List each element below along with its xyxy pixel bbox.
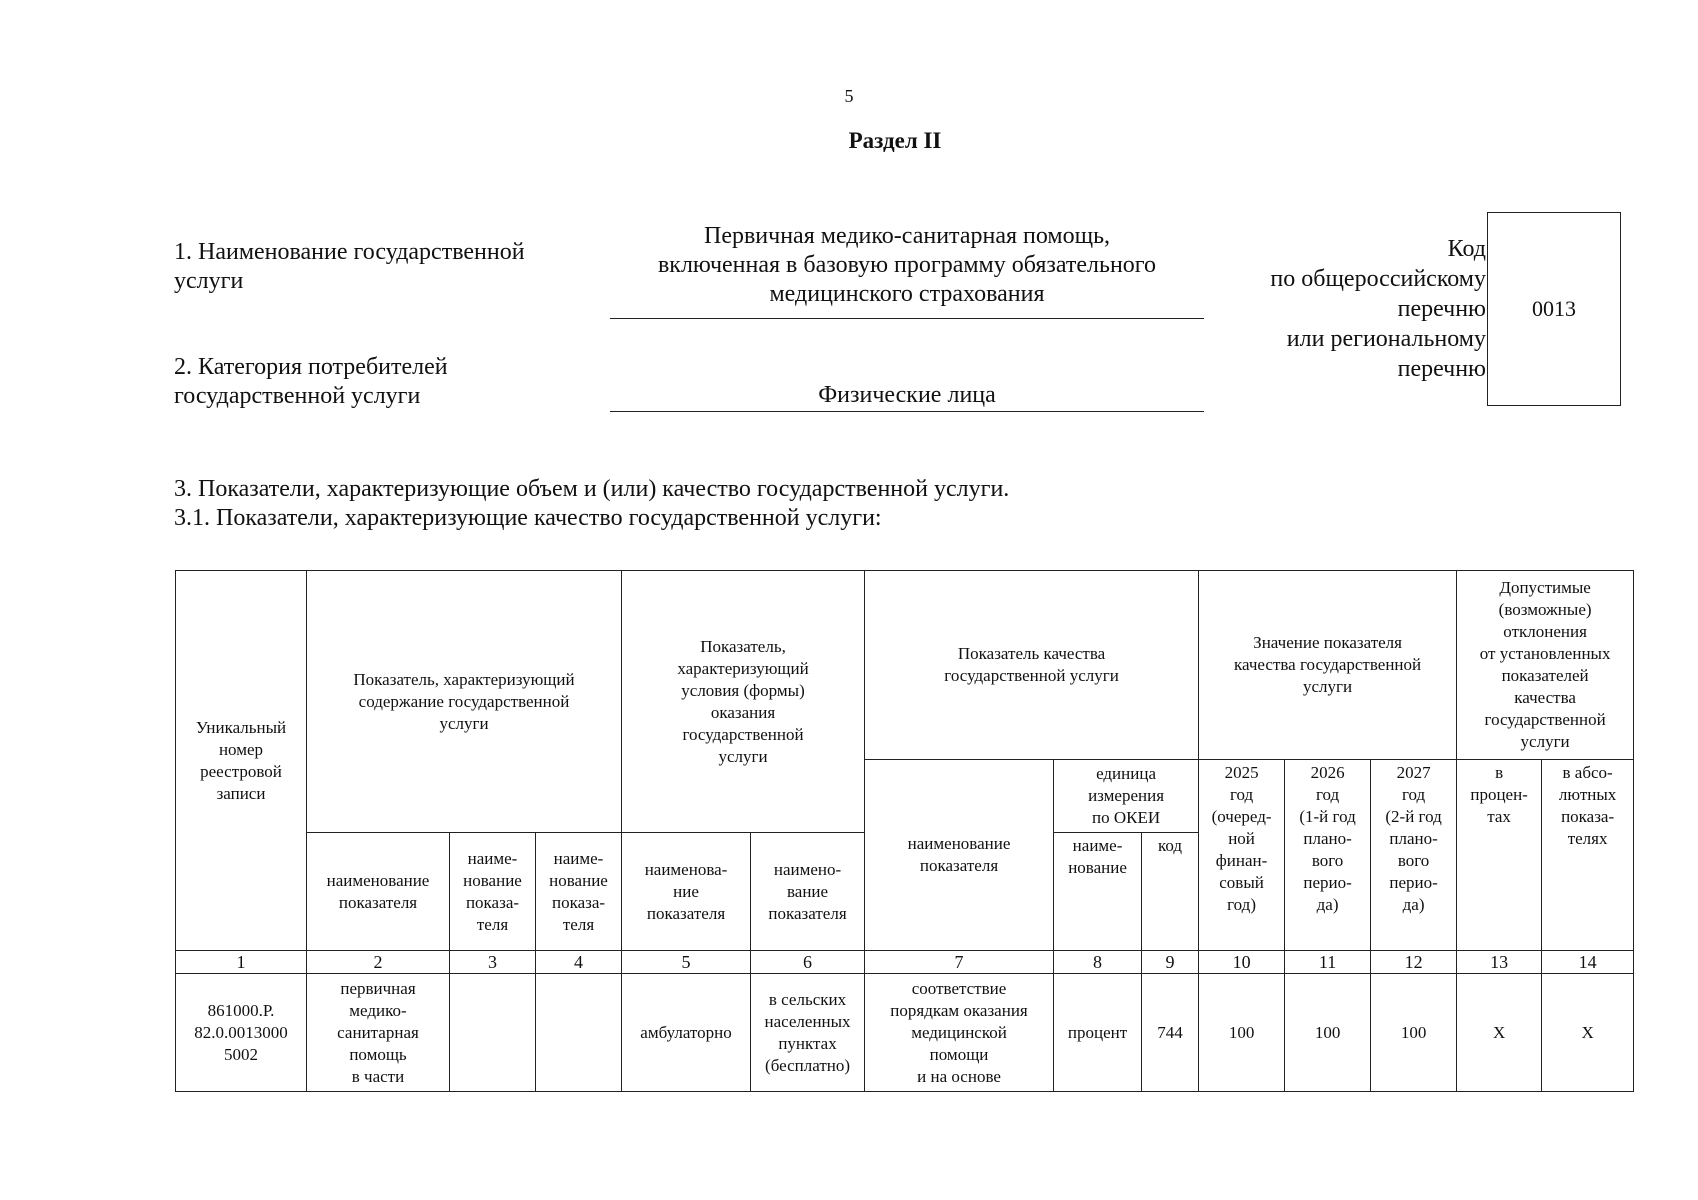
cell-value-2025: 100 xyxy=(1199,974,1285,1092)
column-number: 4 xyxy=(536,951,622,974)
header-col3-name: наиме- нование показа- теля xyxy=(450,833,536,951)
header-allowed-deviations: Допустимые (возможные) отклонения от установленных показателей качества государственной услуги xyxy=(1457,571,1634,760)
column-number: 13 xyxy=(1457,951,1542,974)
table-row xyxy=(176,974,1634,1092)
column-number: 8 xyxy=(1054,951,1142,974)
paragraph-3-1: 3.1. Показатели, характеризующие качество государственной услуги: xyxy=(174,505,882,531)
cell-col3 xyxy=(450,974,536,1092)
column-number: 9 xyxy=(1142,951,1199,974)
header-col6-name: наимено- вание показателя xyxy=(751,833,865,951)
cell-content-indicator: первичная медико- санитарная помощь в части xyxy=(307,974,450,1092)
header-unique-number: Уникальный номер реестровой записи xyxy=(176,571,307,951)
paragraph-3: 3. Показатели, характеризующие объем и (или) качество государственной услуги. xyxy=(174,476,1010,502)
code-box xyxy=(1487,212,1621,406)
column-number: 1 xyxy=(176,951,307,974)
code-label: Код по общероссийскому перечню или региональному перечню xyxy=(1270,236,1486,382)
column-number-row xyxy=(176,951,1634,974)
header-conditions-indicator: Показатель, характеризующий условия (формы) оказания государственной услуги xyxy=(622,571,865,833)
cell-value-2027: 100 xyxy=(1371,974,1457,1092)
column-number: 10 xyxy=(1199,951,1285,974)
cell-unit-name: процент xyxy=(1054,974,1142,1092)
column-number: 5 xyxy=(622,951,751,974)
quality-indicators-table xyxy=(175,570,1634,1092)
service-name-value: Первичная медико-санитарная помощь, включенная в базовую программу обязательного медицинского страхования xyxy=(610,222,1204,319)
cell-col4 xyxy=(536,974,622,1092)
column-number: 11 xyxy=(1285,951,1371,974)
header-col4-name: наиме- нование показа- теля xyxy=(536,833,622,951)
consumer-category-value: Физические лица xyxy=(610,381,1204,412)
cell-unit-code: 744 xyxy=(1142,974,1199,1092)
header-deviation-absolute: в абсо- лютных показа- телях xyxy=(1542,760,1634,951)
cell-deviation-percent: Х xyxy=(1457,974,1542,1092)
cell-deviation-absolute: Х xyxy=(1542,974,1634,1092)
header-deviation-percent: в процен- тах xyxy=(1457,760,1542,951)
header-unit-name: наиме- нование xyxy=(1054,833,1142,951)
section-title: Раздел II xyxy=(848,128,942,153)
code-value: 0013 xyxy=(1532,296,1576,321)
header-col2-name: наименование показателя xyxy=(307,833,450,951)
header-year-2026: 2026 год (1-й год плано- вого перио- да) xyxy=(1285,760,1371,951)
consumer-category-label: 2. Категория потребителей государственной услуги xyxy=(174,354,448,409)
column-number: 7 xyxy=(865,951,1054,974)
header-indicator-value: Значение показателя качества государственной услуги xyxy=(1199,571,1457,760)
header-okei-unit: единица измерения по ОКЕИ xyxy=(1054,760,1199,833)
column-number: 3 xyxy=(450,951,536,974)
cell-form: амбулаторно xyxy=(622,974,751,1092)
page-number: 5 xyxy=(844,86,854,106)
column-number: 14 xyxy=(1542,951,1634,974)
header-content-indicator: Показатель, характеризующий содержание государственной услуги xyxy=(307,571,622,833)
cell-unique-number: 861000.Р. 82.0.0013000 5002 xyxy=(176,974,307,1092)
cell-indicator-name: соответствие порядкам оказания медицинской помощи и на основе xyxy=(865,974,1054,1092)
cell-condition: в сельских населенных пунктах (бесплатно) xyxy=(751,974,865,1092)
header-quality-indicator: Показатель качества государственной услуги xyxy=(865,571,1199,760)
service-name-label: 1. Наименование государственной услуги xyxy=(174,239,525,294)
header-col5-name: наименова- ние показателя xyxy=(622,833,751,951)
header-indicator-name: наименование показателя xyxy=(865,760,1054,951)
header-unit-code: код xyxy=(1142,833,1199,951)
header-year-2025: 2025 год (очеред- ной финан- совый год) xyxy=(1199,760,1285,951)
column-number: 12 xyxy=(1371,951,1457,974)
column-number: 2 xyxy=(307,951,450,974)
header-year-2027: 2027 год (2-й год плано- вого перио- да) xyxy=(1371,760,1457,951)
cell-value-2026: 100 xyxy=(1285,974,1371,1092)
column-number: 6 xyxy=(751,951,865,974)
